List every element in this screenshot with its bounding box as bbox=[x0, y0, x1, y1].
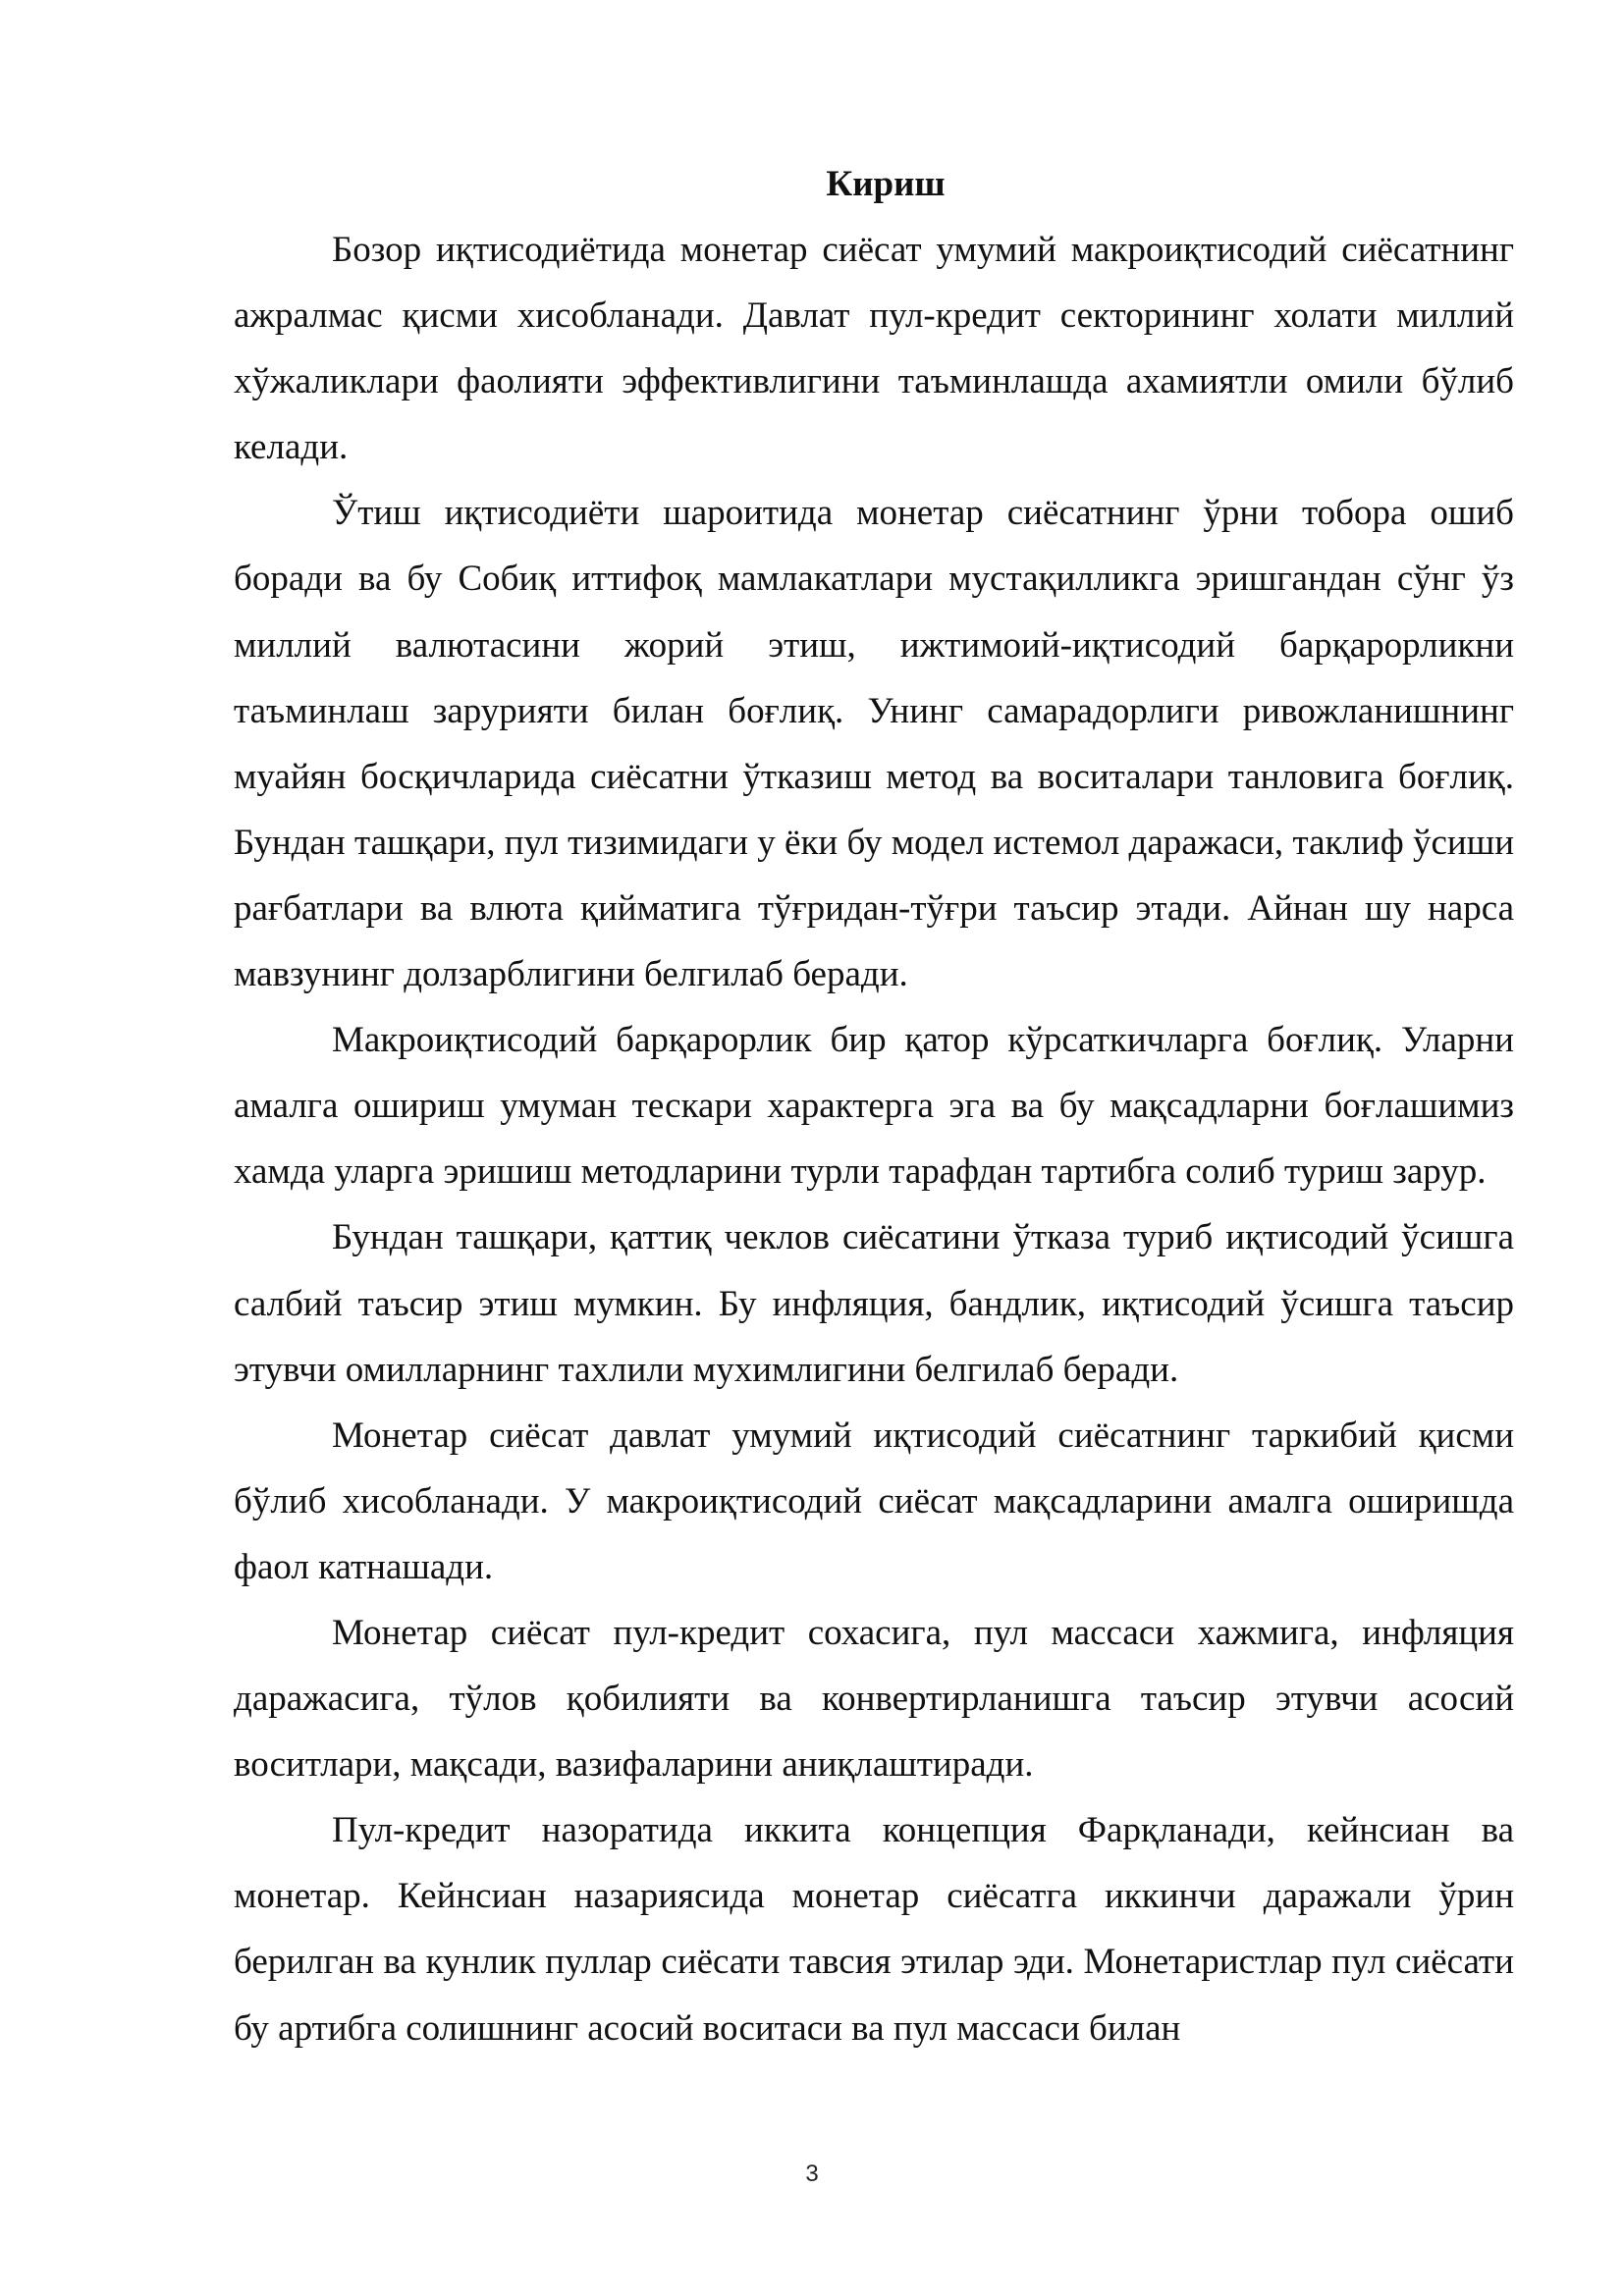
paragraph-7: Пул-кредит назоратида иккита концепция Фарқланади, кейнсиан ва монетар. Кейнсиан назариясида монетар сиёсатга иккинчи даражали ўрин берилган ва кунлик пуллар сиёсати тавсия этилар эди. Монетаристлар пул сиёсати бу артибга солишнинг асосий воситаси ва пул массаси билан bbox=[234, 1810, 1514, 2049]
paragraph-6: Монетар сиёсат пул-кредит сохасига, пул массаси хажмига, инфляция даражасига, тўлов қобилияти ва конвертирланишга таъсир этувчи асосий воситлари, мақсади, вазифаларини аниқлаштиради. bbox=[234, 1612, 1514, 1786]
section-heading: Кириш bbox=[826, 164, 946, 204]
paragraph-1: Бозор иқтисодиётида монетар сиёсат умумий макроиқтисодий сиёсатнинг ажралмас қисми хисобланади. Давлат пул-кредит секторининг холати миллий хўжаликлари фаолияти эффективлигини таъминлашда ахамиятли омили бўлиб келади. bbox=[234, 230, 1514, 468]
paragraph-2: Ўтиш иқтисодиёти шароитида монетар сиёсатнинг ўрни тобора ошиб боради ва бу Собиқ иттифоқ мамлакатлари мустақилликга эришгандан сўнг ўз миллий валютасини жорий этиш, ижтимоий-иқтисодий барқарорликни таъминлаш зарурияти билан боғлиқ. Унинг самарадорлиги ривожланишнинг муайян босқичларида сиёсатни ўтказиш метод ва воситалари танловига боғлиқ. Бундан ташқари, пул тизимидаги у ёки бу модел истемол даражаси, таклиф ўсиши рағбатлари ва влюта қийматига тўғридан-тўғри таъсир этади. Айнан шу нарса мавзунинг долзарблигини белгилаб беради. bbox=[234, 493, 1514, 995]
paragraph-4: Бундан ташқари, қаттиқ чеклов сиёсатини ўтказа туриб иқтисодий ўсишга салбий таъсир этиш мумкин. Бу инфляция, бандлик, иқтисодий ўсишга таъсир этувчи омилларнинг тахлили мухимлигини белгилаб беради. bbox=[234, 1217, 1514, 1390]
paragraph-3: Макроиқтисодий барқарорлик бир қатор кўрсаткичларга боғлиқ. Уларни амалга ошириш умуман тескари характерга эга ва бу мақсадларни боғлашимиз хамда уларга эришиш методларини турли тарафдан тартибга солиб туриш зарур. bbox=[234, 1020, 1514, 1193]
page-body bbox=[234, 151, 1514, 2061]
paragraph-5: Монетар сиёсат давлат умумий иқтисодий сиёсатнинг таркибий қисми бўлиб хисобланади. У макроиқтисодий сиёсат мақсадларини амалга оширишда фаол катнашади. bbox=[234, 1415, 1514, 1587]
page-number: 3 bbox=[805, 2161, 819, 2187]
